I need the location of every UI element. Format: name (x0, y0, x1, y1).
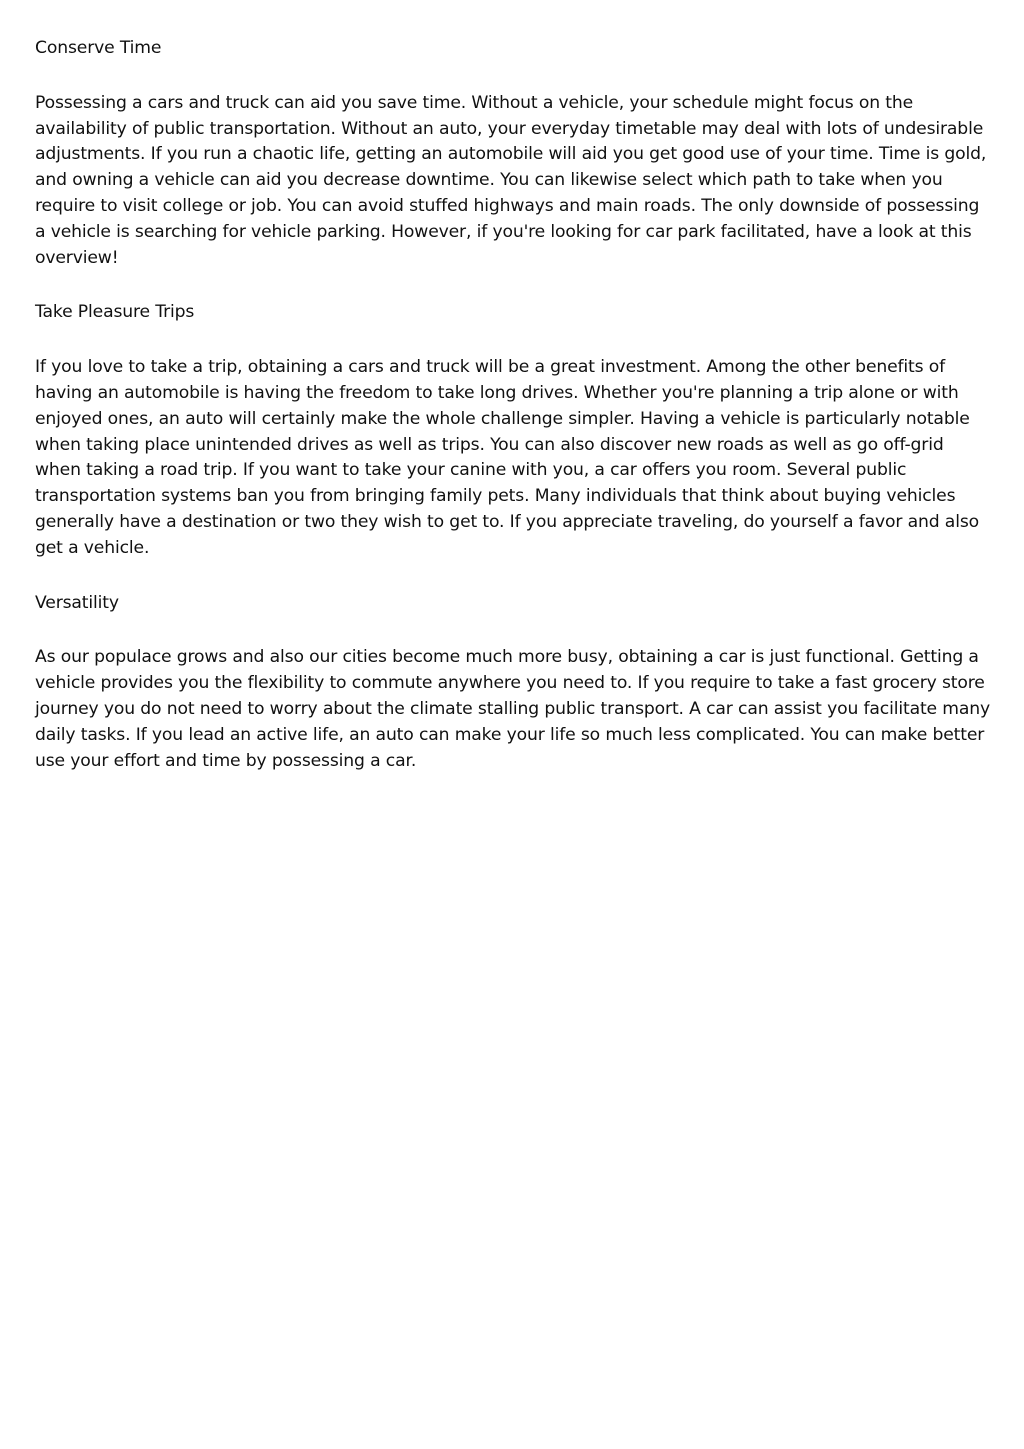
section-heading-conserve-time: Conserve Time (35, 38, 162, 58)
section-heading-versatility: Versatility (35, 592, 119, 613)
section-body-versatility: As our populace grows and also our cities become much more busy, obtaining a car is just functional. Getting a vehicle provides you the flexibility to commute anywhere you need to. If you require to take a fast grocery store journey you do not need to worry about the climate stalling public transport. A car can assist you facilitate many daily tasks. If you lead an active life, an auto can make your life so much less complicated. You can make better use your effort and time by possessing a car. (35, 647, 991, 771)
section-heading-take-pleasure-trips: Take Pleasure Trips (35, 302, 195, 323)
document-content (35, 36, 992, 803)
section-body-take-pleasure-trips: If you love to take a trip, obtaining a cars and truck will be a great investment. Among the other benefits of having an automobile is having the freedom to take long drives. Whether you're planning a trip alone or with enjoyed ones, an auto will certainly make the whole challenge simpler. Having a vehicle is particularly notable when taking place unintended drives as well as trips. You can also discover new roads as well as go off-grid when taking a road trip. If you want to take your canine with you, a car offers you room. Several public transportation systems ban you from bringing family pets. Many individuals that think about buying vehicles generally have a destination or two they wish to get to. If you appreciate traveling, do yourself a favor and also get a vehicle. (35, 357, 979, 558)
section-body-conserve-time: Possessing a cars and truck can aid you save time. Without a vehicle, your schedule might focus on the availability of public transportation. Without an auto, your everyday timetable may deal with lots of undesirable adjustments. If you run a chaotic life, getting an automobile will aid you get good use of your time. Time is gold, and owning a vehicle can aid you decrease downtime. You can likewise select which path to take when you require to visit college or job. You can avoid stuffed highways and main roads. The only downside of possessing a vehicle is searching for vehicle parking. However, if you're looking for car park facilitated, have a look at this overview! (35, 92, 987, 268)
